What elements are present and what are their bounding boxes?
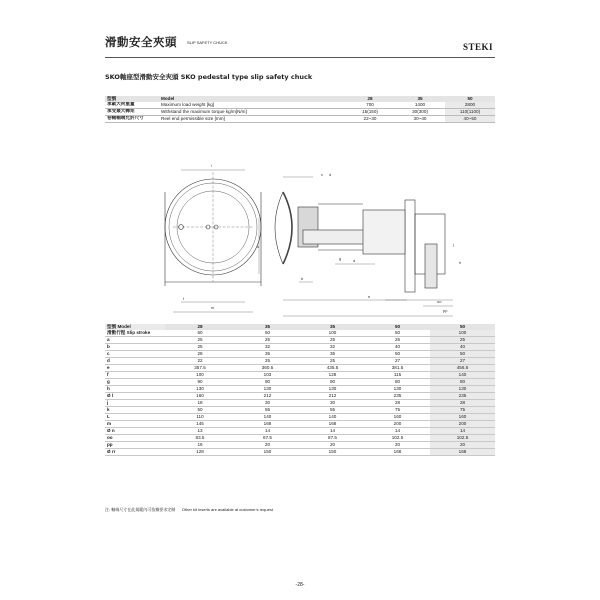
page-title-zh: 滑動安全夾頭 [105, 35, 177, 49]
dimension-label: b [301, 276, 304, 281]
footnote-zh: 注: 軸端尺寸在此規範內可依據要求定制 [105, 507, 176, 512]
dim-cell: 28 [165, 351, 235, 358]
dim-row [105, 337, 495, 344]
dimension-label: l [211, 163, 212, 168]
dim-cell: 25 [365, 337, 430, 344]
dim-cell: 32 [235, 344, 300, 351]
dim-row-label: h [105, 386, 165, 393]
dim-model-4: 50 [365, 324, 430, 330]
dim-cell: 102.5 [430, 435, 495, 442]
dim-row [105, 421, 495, 428]
page-number: -28- [295, 582, 305, 588]
dim-cell: 212 [300, 393, 365, 400]
spec-row-label-zh: 卷軸軸端允許尺寸 [105, 116, 159, 123]
dim-cell: 25 [235, 337, 300, 344]
dim-cell: 360.5 [235, 365, 300, 372]
dimension-label: f [183, 296, 185, 301]
dim-cell: 28 [365, 400, 430, 407]
dim-cell: 100 [300, 330, 365, 337]
dim-cell: 130 [300, 386, 365, 393]
dim-model-1: 28 [165, 324, 235, 330]
dim-cell: 18 [165, 400, 235, 407]
dimension-label: g [339, 256, 342, 261]
dimension-label: pp [443, 308, 448, 313]
dimension-label: j [453, 242, 454, 247]
dim-row [105, 365, 495, 372]
dimension-label: h [459, 260, 462, 265]
dim-row [105, 372, 495, 379]
spec-row-label-en: Reel end permissible size [mm] [159, 116, 345, 123]
dim-cell: 168 [430, 449, 495, 456]
spec-header-zh: 型號 [105, 96, 159, 102]
dim-cell: 50 [165, 407, 235, 414]
dim-model-5: 50 [430, 324, 495, 330]
dim-row [105, 414, 495, 421]
dim-row [105, 358, 495, 365]
dim-cell: 20 [430, 442, 495, 449]
dimension-table [105, 324, 495, 456]
page-title-en: SLIP SAFETY CHUCK [187, 40, 228, 45]
dim-cell: 25 [300, 358, 365, 365]
dim-row [105, 400, 495, 407]
dim-cell: 55 [300, 407, 365, 414]
dim-cell: 40 [365, 344, 430, 351]
dim-cell: 20 [235, 442, 300, 449]
dim-cell: 130 [365, 386, 430, 393]
dim-cell: 168 [300, 421, 365, 428]
dim-cell: 168 [235, 421, 300, 428]
dim-cell: 235 [430, 393, 495, 400]
steki-logo [463, 37, 493, 55]
spec-cell: 40~50 [445, 116, 495, 123]
dim-row [105, 379, 495, 386]
dim-cell: 20 [365, 442, 430, 449]
dim-cell: 25 [430, 337, 495, 344]
dim-row-label: b [105, 344, 165, 351]
dim-row-label: Ø rr [105, 449, 165, 456]
dim-row-label: c [105, 351, 165, 358]
dim-cell: 25 [165, 337, 235, 344]
dim-row-label: 滑動行程 Slip stroke [105, 330, 165, 337]
dim-cell: 50 [365, 351, 430, 358]
dim-row [105, 386, 495, 393]
dim-cell: 30 [235, 400, 300, 407]
dim-row [105, 449, 495, 456]
catalog-page [105, 24, 495, 599]
dim-cell: 25 [165, 344, 235, 351]
dim-row-label: m [105, 421, 165, 428]
dim-cell: 150 [235, 449, 300, 456]
dim-cell: 128 [300, 372, 365, 379]
spec-model-35: 35 [395, 96, 445, 102]
dim-cell: 50 [365, 330, 430, 337]
dim-cell: 83.5 [165, 435, 235, 442]
spec-row-label-zh: 承受最大轉矩 [105, 109, 159, 116]
side-view [275, 177, 453, 316]
dim-cell: 110 [165, 414, 235, 421]
dim-cell: 130 [165, 386, 235, 393]
dim-row-label: a [105, 337, 165, 344]
spec-row-label-en: Maximum load weight [kg] [159, 102, 345, 109]
dim-cell: 90 [165, 379, 235, 386]
dim-cell: 130 [235, 386, 300, 393]
dim-row-label: e [105, 365, 165, 372]
dim-row [105, 393, 495, 400]
spec-model-28: 28 [345, 96, 395, 102]
dim-row [105, 344, 495, 351]
dim-cell: 90 [300, 379, 365, 386]
dim-cell: 381.5 [365, 365, 430, 372]
front-view [165, 170, 261, 312]
dimension-label: e [368, 294, 371, 299]
dim-row-label: g [105, 379, 165, 386]
spec-cell: 30~40 [395, 116, 445, 123]
dim-cell: 50 [430, 351, 495, 358]
dim-row-label: oo [105, 435, 165, 442]
dim-cell: 55 [235, 407, 300, 414]
dim-cell: 160 [365, 414, 430, 421]
dim-row-label: Ø n [105, 428, 165, 435]
dim-cell: 80 [365, 379, 430, 386]
dim-cell: 212 [235, 393, 300, 400]
dim-row-label: L [105, 414, 165, 421]
dim-row [105, 428, 495, 435]
page-header [105, 32, 495, 58]
dim-row [105, 435, 495, 442]
dim-model-3: 35 [300, 324, 365, 330]
dim-row-label: f [105, 372, 165, 379]
dim-cell: 35 [235, 351, 300, 358]
dim-cell: 150 [300, 449, 365, 456]
dim-row [105, 351, 495, 358]
spec-cell: 15(150) [345, 109, 395, 116]
dim-cell: 35 [300, 351, 365, 358]
spec-cell: 700 [345, 102, 395, 109]
dim-cell: 456.5 [430, 365, 495, 372]
dim-cell: 27 [430, 358, 495, 365]
dim-cell: 14 [365, 428, 430, 435]
spec-cell: 110(1100) [445, 109, 495, 116]
spec-row [105, 109, 495, 116]
spec-cell: 30(300) [395, 109, 445, 116]
dim-cell: 16 [165, 442, 235, 449]
footnote [105, 507, 273, 513]
dim-cell: 32 [300, 344, 365, 351]
dim-cell: 235 [365, 393, 430, 400]
dim-cell: 50 [235, 330, 300, 337]
dim-cell: 140 [300, 414, 365, 421]
dim-cell: 200 [430, 421, 495, 428]
dimension-label: m [211, 305, 215, 310]
header-divider [105, 57, 495, 58]
dim-cell: 140 [235, 414, 300, 421]
footnote-en: Other kit inserts are available at customer's request [181, 507, 273, 512]
dim-cell: 90 [235, 379, 300, 386]
spec-cell: 22~30 [345, 116, 395, 123]
dim-cell: 75 [365, 407, 430, 414]
dim-header-en: Model [117, 324, 131, 329]
dim-cell: 27 [365, 358, 430, 365]
dim-cell: 13 [165, 428, 235, 435]
dim-cell: 80 [430, 379, 495, 386]
dim-cell: 100 [430, 330, 495, 337]
dim-header-zh: 型號 [107, 324, 117, 329]
dim-row-label: k [105, 407, 165, 414]
logo-wordmark: STEKI [462, 42, 493, 52]
dim-row [105, 407, 495, 414]
dim-cell: 357.5 [165, 365, 235, 372]
dim-cell: 168 [365, 449, 430, 456]
dim-cell: 140 [430, 372, 495, 379]
dim-cell: 20 [300, 442, 365, 449]
spec-row-label-zh: 承載大荷重量 [105, 102, 159, 109]
dim-cell: 130 [430, 386, 495, 393]
dim-cell: 22 [165, 358, 235, 365]
dim-cell: 160 [165, 393, 235, 400]
dim-cell: 75 [430, 407, 495, 414]
spec-row-label-en: Withstand the maximum torque kg/m[N/m] [159, 109, 345, 116]
dimension-label: k [257, 244, 259, 249]
spec-cell: 2800 [445, 102, 495, 109]
spec-row [105, 116, 495, 123]
dimension-label: oo [437, 299, 442, 304]
dim-cell: 25 [235, 358, 300, 365]
spec-model-50: 50 [445, 96, 495, 102]
dimension-label: a [353, 258, 356, 263]
dim-cell: 160 [430, 414, 495, 421]
dim-row [105, 442, 495, 449]
spec-cell: 1400 [395, 102, 445, 109]
dim-row-label: d [105, 358, 165, 365]
dim-cell: 128 [165, 449, 235, 456]
technical-drawing [153, 152, 497, 336]
dim-cell: 14 [235, 428, 300, 435]
dim-cell: 28 [430, 400, 495, 407]
dim-row-label: j [105, 400, 165, 407]
dim-cell: 50 [165, 330, 235, 337]
dim-row-label: Ø l [105, 393, 165, 400]
dim-cell: 102.5 [365, 435, 430, 442]
dim-model-2: 35 [235, 324, 300, 330]
dim-cell: 14 [300, 428, 365, 435]
dimension-label: c [321, 172, 323, 177]
dim-cell: 30 [300, 400, 365, 407]
dim-cell: 40 [430, 344, 495, 351]
spec-table [105, 96, 495, 123]
section-title: SKO軸座型滑動安全夾頭 SKO pedestal type slip safety chuck [105, 73, 313, 81]
dim-cell: 14 [430, 428, 495, 435]
dim-cell: 103 [235, 372, 300, 379]
dim-cell: 87.5 [300, 435, 365, 442]
dim-cell: 87.5 [235, 435, 300, 442]
spec-header-en: Model [159, 96, 345, 102]
dim-cell: 100 [165, 372, 235, 379]
dim-cell: 200 [365, 421, 430, 428]
dim-cell: 435.5 [300, 365, 365, 372]
dim-cell: 145 [165, 421, 235, 428]
dim-cell: 115 [365, 372, 430, 379]
dim-cell: 25 [300, 337, 365, 344]
dimension-label: d [329, 172, 332, 177]
dim-row-label: pp [105, 442, 165, 449]
